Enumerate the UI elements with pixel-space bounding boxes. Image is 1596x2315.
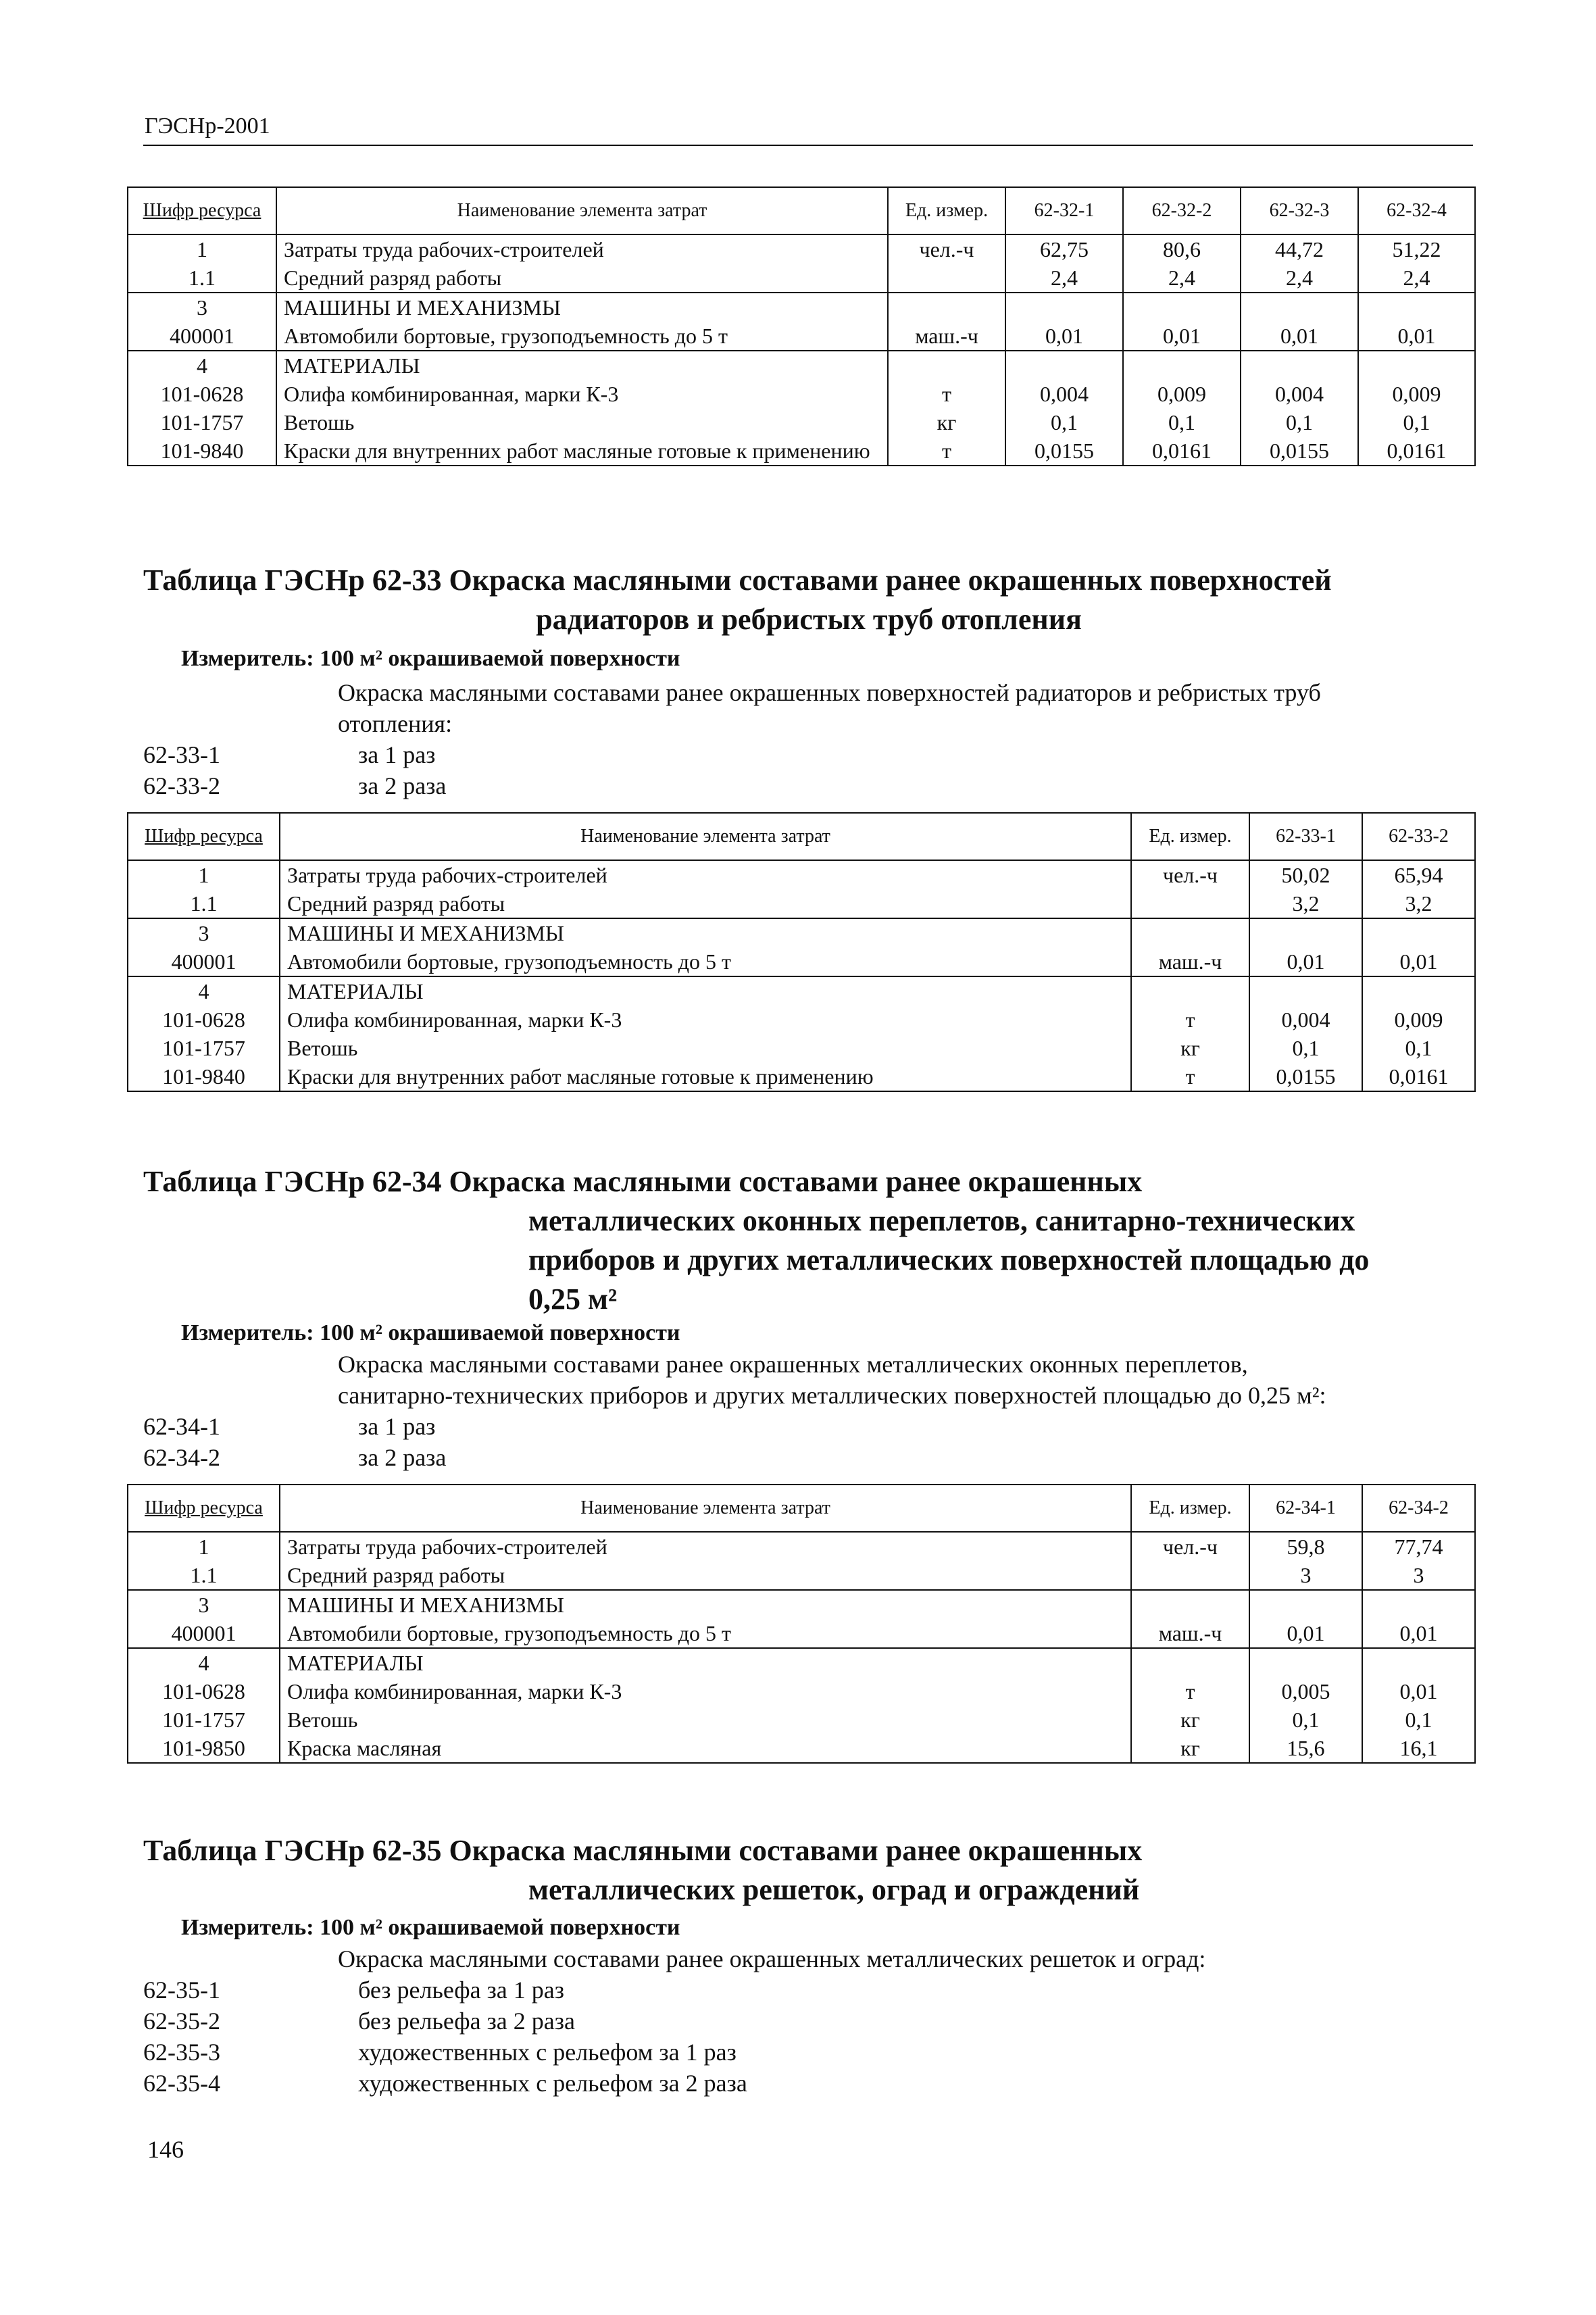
table-row [128, 1619, 1475, 1648]
table-row [128, 1062, 1475, 1091]
value: 0,01 [1005, 322, 1123, 351]
value: 0,01 [1358, 322, 1475, 351]
cost-element-name: Ветошь [276, 408, 888, 437]
value: 0,01 [1241, 322, 1358, 351]
value: 0,004 [1005, 380, 1123, 408]
unit: маш.-ч [1131, 947, 1249, 976]
norm-text: за 2 раза [358, 1444, 447, 1471]
description-62-35: Окраска масляными составами ранее окрашенных металлических решеток и оград: [338, 1945, 1206, 1972]
section-heading: МАШИНЫ И МЕХАНИЗМЫ [280, 1590, 1131, 1619]
resource-code: 1 [128, 1532, 280, 1561]
unit: чел.-ч [1131, 860, 1249, 889]
unit [1131, 1561, 1249, 1590]
cost-element-name: Затраты труда рабочих-строителей [280, 1532, 1131, 1561]
value: 59,8 [1249, 1532, 1362, 1561]
norm-code: 62-34-2 [143, 1444, 220, 1471]
value: 62,75 [1005, 234, 1123, 264]
resource-code: 101-9840 [128, 1062, 280, 1091]
value: 16,1 [1362, 1734, 1475, 1763]
value: 0,01 [1362, 1619, 1475, 1648]
unit: чел.-ч [888, 234, 1005, 264]
header-norm-code: 62-33-2 [1362, 813, 1475, 860]
value: 0,1 [1241, 408, 1358, 437]
table-row [128, 918, 1475, 947]
table-row [128, 1590, 1475, 1619]
description-62-34: Окраска масляными составами ранее окрашенных металлических оконных переплетов, санитарно-технических приборов и других металлических поверхностей площадью до 0,25 м²: [338, 1351, 1326, 1409]
unit [1131, 889, 1249, 918]
cost-element-name: Олифа комбинированная, марки К-3 [280, 1677, 1131, 1706]
table-title-62-35: Таблица ГЭСНр 62-35 Окраска масляными составами ранее окрашенных металлических решеток, оград и ограждений [143, 1834, 1143, 1906]
table-row [128, 293, 1475, 322]
cost-element-name: Ветошь [280, 1706, 1131, 1734]
resource-code: 101-1757 [128, 408, 276, 437]
table-row [128, 1561, 1475, 1590]
table-row [128, 1706, 1475, 1734]
description-62-33: Окраска масляными составами ранее окрашенных поверхностей радиаторов и ребристых труб отопления: [338, 679, 1321, 737]
section-heading: МАТЕРИАЛЫ [280, 1648, 1131, 1677]
norm-text: художественных с рельефом за 1 раз [358, 2039, 737, 2066]
norm-code: 62-35-3 [143, 2039, 220, 2066]
section-heading: МАТЕРИАЛЫ [280, 976, 1131, 1005]
table-row [128, 234, 1475, 264]
value: 80,6 [1123, 234, 1241, 264]
resource-code: 101-9850 [128, 1734, 280, 1763]
cost-element-name: Ветошь [280, 1034, 1131, 1062]
table-row [128, 264, 1475, 293]
resource-code: 101-1757 [128, 1034, 280, 1062]
section-heading: МАШИНЫ И МЕХАНИЗМЫ [280, 918, 1131, 947]
resource-code: 4 [128, 351, 276, 380]
table-row [128, 380, 1475, 408]
header-cost-element: Наименование элемента затрат [280, 813, 1131, 860]
section-heading: МАТЕРИАЛЫ [276, 351, 888, 380]
resource-code: 1 [128, 234, 276, 264]
table-row [128, 1005, 1475, 1034]
cost-element-name: Средний разряд работы [276, 264, 888, 293]
cost-element-name: Средний разряд работы [280, 1561, 1131, 1590]
value: 0,1 [1358, 408, 1475, 437]
value: 0,1 [1362, 1706, 1475, 1734]
section-heading: МАШИНЫ И МЕХАНИЗМЫ [276, 293, 888, 322]
table-row [128, 889, 1475, 918]
value: 65,94 [1362, 860, 1475, 889]
value: 0,0161 [1358, 437, 1475, 466]
header-norm-code: 62-33-1 [1249, 813, 1362, 860]
cost-element-name: Средний разряд работы [280, 889, 1131, 918]
resource-code: 400001 [128, 947, 280, 976]
table-row [128, 408, 1475, 437]
header-cost-element: Наименование элемента затрат [280, 1485, 1131, 1532]
header-cost-element: Наименование элемента затрат [276, 187, 888, 234]
table-row [128, 1677, 1475, 1706]
header-resource-code: Шифр ресурса [128, 187, 276, 234]
resource-code: 1 [128, 860, 280, 889]
header-unit: Ед. измер. [1131, 813, 1249, 860]
norm-text: за 1 раз [358, 1413, 436, 1440]
header-resource-code: Шифр ресурса [128, 1485, 280, 1532]
value: 0,0161 [1123, 437, 1241, 466]
value: 0,1 [1005, 408, 1123, 437]
resource-code: 101-0628 [128, 380, 276, 408]
resource-code: 101-1757 [128, 1706, 280, 1734]
value: 0,0155 [1241, 437, 1358, 466]
page-number: 146 [147, 2136, 184, 2163]
cost-element-name: Автомобили бортовые, грузоподъемность до 5 т [280, 1619, 1131, 1648]
value: 0,1 [1123, 408, 1241, 437]
resource-code: 101-9840 [128, 437, 276, 466]
value: 44,72 [1241, 234, 1358, 264]
norm-code: 62-35-1 [143, 1976, 220, 2003]
unit: т [1131, 1677, 1249, 1706]
resource-code: 3 [128, 1590, 280, 1619]
norm-text: без рельефа за 2 раза [358, 2008, 575, 2035]
unit: т [1131, 1062, 1249, 1091]
value: 77,74 [1362, 1532, 1475, 1561]
resource-code: 400001 [128, 322, 276, 351]
value: 3 [1362, 1561, 1475, 1590]
value: 2,4 [1358, 264, 1475, 293]
table-title-62-34: Таблица ГЭСНр 62-34 Окраска масляными составами ранее окрашенных металлических оконных переплетов, санитарно-технических приборов и других металлических поверхностей площадью до 0,25 м² [143, 1165, 1370, 1316]
table-row [128, 322, 1475, 351]
table-row [128, 351, 1475, 380]
running-head: ГЭСНр-2001 [145, 114, 270, 139]
table-row [128, 1734, 1475, 1763]
value: 2,4 [1241, 264, 1358, 293]
unit: маш.-ч [1131, 1619, 1249, 1648]
header-rule [143, 145, 1473, 146]
value: 3,2 [1362, 889, 1475, 918]
unit [888, 264, 1005, 293]
value: 0,004 [1249, 1005, 1362, 1034]
header-resource-code: Шифр ресурса [128, 813, 280, 860]
resource-table-62-33 [127, 812, 1476, 1092]
value: 0,009 [1358, 380, 1475, 408]
value: 0,01 [1249, 1619, 1362, 1648]
cost-element-name: Олифа комбинированная, марки К-3 [276, 380, 888, 408]
resource-code: 3 [128, 293, 276, 322]
unit: т [888, 437, 1005, 466]
header-norm-code: 62-32-2 [1123, 187, 1241, 234]
header-norm-code: 62-32-4 [1358, 187, 1475, 234]
header-norm-code: 62-32-3 [1241, 187, 1358, 234]
value: 15,6 [1249, 1734, 1362, 1763]
value: 50,02 [1249, 860, 1362, 889]
value: 0,0155 [1005, 437, 1123, 466]
resource-code: 101-0628 [128, 1677, 280, 1706]
resource-code: 4 [128, 976, 280, 1005]
meter-62-34: Измеритель: 100 м² окрашиваемой поверхности [181, 1320, 680, 1345]
norm-code: 62-33-1 [143, 741, 220, 768]
value: 0,01 [1123, 322, 1241, 351]
norm-code: 62-33-2 [143, 772, 220, 799]
value: 2,4 [1005, 264, 1123, 293]
header-norm-code: 62-32-1 [1005, 187, 1123, 234]
cost-element-name: Затраты труда рабочих-строителей [280, 860, 1131, 889]
resource-table-62-34 [127, 1484, 1476, 1764]
value: 2,4 [1123, 264, 1241, 293]
resource-code: 1.1 [128, 889, 280, 918]
unit: чел.-ч [1131, 1532, 1249, 1561]
resource-table-62-32 [127, 186, 1476, 466]
table-row [128, 1648, 1475, 1677]
header-norm-code: 62-34-2 [1362, 1485, 1475, 1532]
cost-element-name: Автомобили бортовые, грузоподъемность до 5 т [280, 947, 1131, 976]
cost-element-name: Затраты труда рабочих-строителей [276, 234, 888, 264]
value: 0,1 [1249, 1706, 1362, 1734]
value: 0,004 [1241, 380, 1358, 408]
norm-code: 62-35-4 [143, 2070, 220, 2097]
value: 0,01 [1249, 947, 1362, 976]
unit: кг [1131, 1734, 1249, 1763]
value: 0,1 [1362, 1034, 1475, 1062]
value: 0,0161 [1362, 1062, 1475, 1091]
norm-code: 62-34-1 [143, 1413, 220, 1440]
value: 0,005 [1249, 1677, 1362, 1706]
resource-code: 3 [128, 918, 280, 947]
resource-code: 400001 [128, 1619, 280, 1648]
norm-code: 62-35-2 [143, 2008, 220, 2035]
unit: кг [888, 408, 1005, 437]
table-row [128, 437, 1475, 466]
value: 0,009 [1362, 1005, 1475, 1034]
table-row [128, 1532, 1475, 1561]
value: 0,009 [1123, 380, 1241, 408]
unit: т [888, 380, 1005, 408]
unit: кг [1131, 1034, 1249, 1062]
value: 0,1 [1249, 1034, 1362, 1062]
resource-code: 1.1 [128, 1561, 280, 1590]
unit: кг [1131, 1706, 1249, 1734]
value: 0,01 [1362, 1677, 1475, 1706]
value: 51,22 [1358, 234, 1475, 264]
norm-text: без рельефа за 1 раз [358, 1976, 564, 2003]
table-row [128, 860, 1475, 889]
value: 3 [1249, 1561, 1362, 1590]
cost-element-name: Автомобили бортовые, грузоподъемность до 5 т [276, 322, 888, 351]
value: 0,01 [1362, 947, 1475, 976]
resource-code: 101-0628 [128, 1005, 280, 1034]
value: 0,0155 [1249, 1062, 1362, 1091]
table-row [128, 1034, 1475, 1062]
value: 3,2 [1249, 889, 1362, 918]
norm-text: за 1 раз [358, 741, 436, 768]
norm-text: за 2 раза [358, 772, 447, 799]
meter-62-35: Измеритель: 100 м² окрашиваемой поверхности [181, 1915, 680, 1940]
unit: т [1131, 1005, 1249, 1034]
cost-element-name: Краска масляная [280, 1734, 1131, 1763]
header-unit: Ед. измер. [1131, 1485, 1249, 1532]
table-row [128, 947, 1475, 976]
header-unit: Ед. измер. [888, 187, 1005, 234]
table-row [128, 976, 1475, 1005]
norm-text: художественных с рельефом за 2 раза [358, 2070, 747, 2097]
meter-62-33: Измеритель: 100 м² окрашиваемой поверхности [181, 646, 680, 671]
cost-element-name: Краски для внутренних работ масляные готовые к применению [276, 437, 888, 466]
cost-element-name: Олифа комбинированная, марки К-3 [280, 1005, 1131, 1034]
resource-code: 1.1 [128, 264, 276, 293]
resource-code: 4 [128, 1648, 280, 1677]
cost-element-name: Краски для внутренних работ масляные готовые к применению [280, 1062, 1131, 1091]
header-norm-code: 62-34-1 [1249, 1485, 1362, 1532]
unit: маш.-ч [888, 322, 1005, 351]
table-title-62-33: Таблица ГЭСНр 62-33 Окраска масляными составами ранее окрашенных поверхностей радиаторов и ребристых труб отопления [143, 564, 1332, 636]
